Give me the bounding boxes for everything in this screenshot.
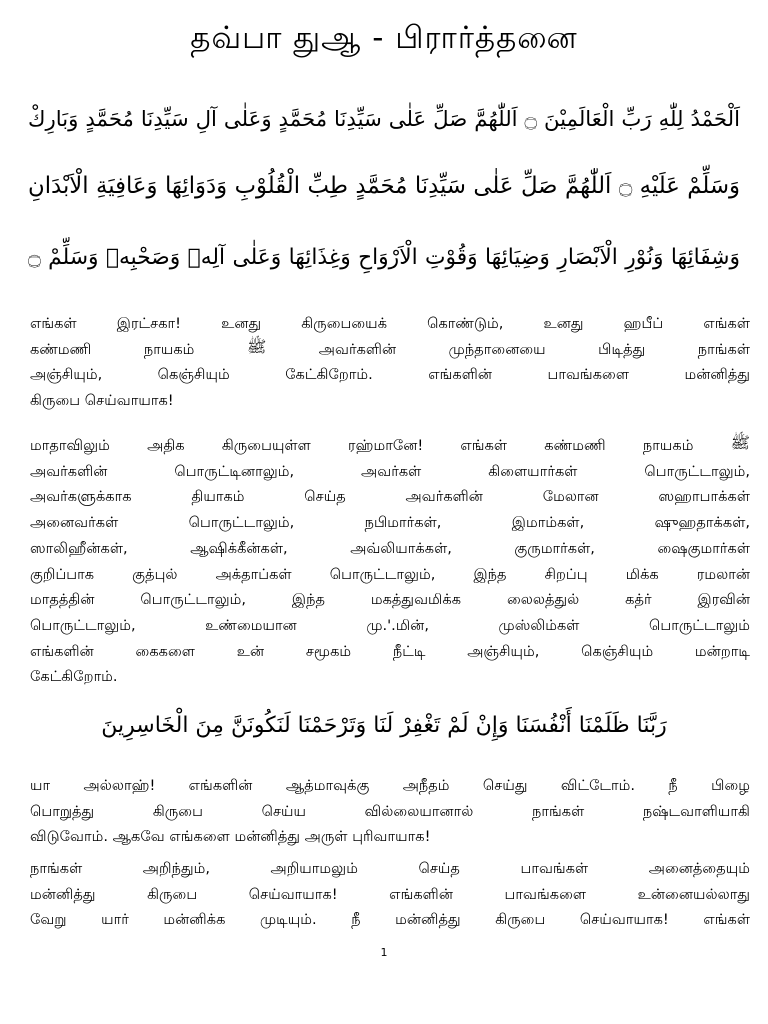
paragraph-line: பொறுத்து கிருபை செய்ய வில்லையானால் நாங்கள் நஷ்டவாளியாகி [30, 802, 750, 820]
paragraph-2 [30, 433, 750, 690]
paragraph-line [30, 337, 750, 363]
arabic-salawat-line-1: اَلْحَمْدُ لِلّٰهِ رَبِّ الْعَالَمِيْنَ ۝ اَللّٰهُمَّ صَلِّ عَلٰى سَيِّدِنَا مُحَمَّدٍ وَعَلٰى آلِ سَيِّدِنَا مُحَمَّدٍ وَبَارِكْ [28, 107, 740, 132]
salawat-symbol-icon: ﷺ [730, 433, 750, 452]
paragraph-line: நாங்கள் அறிந்தும், அறியாமலும் செய்த பாவங்கள் அனைத்தையும் [30, 860, 750, 877]
paragraph-line: பொருட்டாலும், உண்மையான மு.'.மின், முஸ்லிம்கள் பொருட்டாலும் [30, 616, 750, 634]
paragraph-line: அவர்களின் பொருட்டினாலும், அவர்கள் கிளையார்கள் பொருட்டாலும், [30, 462, 750, 480]
paragraph-3 [30, 773, 750, 850]
paragraph-line: விடுவோம். ஆகவே எங்களை மன்னித்து அருள் புரிவாயாக! [30, 828, 431, 846]
paragraph-line: எங்கள் இரட்சகா! உனது கிருபையைக் கொண்டும், உனது ஹபீப் எங்கள் [30, 315, 750, 332]
arabic-salawat-line-3: وَشِفَائِهَا وَنُوْرِ الْاَبْصَارِ وَضِيَائِهَا وَقُوْتِ الْاَرْوَاحِ وَغِذَائِهَا وَعَلٰى آلِهٖ وَصَحْبِهٖ وَسَلِّمْ ۝ [28, 245, 740, 270]
paragraph-line [30, 433, 750, 459]
paragraph-line: அனைவர்கள் பொருட்டாலும், நபிமார்கள், இமாம்கள், ஷுஹதாக்கள், [30, 514, 750, 532]
paragraph-line: கிருபை செய்வாயாக! [30, 392, 174, 410]
page-number: 1 [380, 946, 388, 959]
line-segment: கண்மணி நாயகம் [30, 340, 195, 358]
salawat-symbol-icon: ﷺ [246, 336, 267, 356]
paragraph-line: கேட்கிறோம். [30, 668, 118, 686]
paragraph-line: எங்களின் கைகளை உன் சமூகம் நீட்டி அஞ்சியும், கெஞ்சியும் மன்றாடி [30, 642, 750, 660]
paragraph-line: குறிப்பாக குத்புல் அக்தாப்கள் பொருட்டாலும், இந்த சிறப்பு மிக்க ரமலான் [30, 565, 750, 583]
paragraph-line: அஞ்சியும், கெஞ்சியும் கேட்கிறோம். எங்களின் பாவங்களை மன்னித்து [30, 366, 750, 384]
paragraph-line: வேறு யார் மன்னிக்க முடியும். நீ மன்னித்து கிருபை செய்வாயாக! எங்கள் [30, 911, 750, 929]
line-segment: மாதாவிலும் அதிக கிருபையுள்ள ரஹ்மானே! எங்கள் கண்மணி நாயகம் [30, 437, 694, 454]
paragraph-1 [30, 311, 750, 414]
paragraph-4 [30, 856, 750, 933]
paragraph-line: யா அல்லாஹ்! எங்களின் ஆத்மாவுக்கு அநீதம் செய்து விட்டோம். நீ பிழை [30, 777, 750, 794]
arabic-verse: رَبَّنَا ظَلَمْنَا أَنْفُسَنَا وَإِنْ لَمْ تَغْفِرْ لَنَا وَتَرْحَمْنَا لَنَكُونَنَّ مِنَ الْخَاسِرِينَ [101, 713, 667, 738]
paragraph-line: ஸாலிஹீன்கள், ஆஷிக்கீன்கள், அவ்லியாக்கள், குருமார்கள், ஷைகுமார்கள் [30, 539, 750, 557]
paragraph-line: அவர்களுக்காக தியாகம் செய்த அவர்களின் மேலான ஸஹாபாக்கள் [30, 488, 750, 506]
paragraph-line: மாதத்தின் பொருட்டாலும், இந்த மகத்துவமிக்க லைலத்துல் கத்ர் இரவின் [30, 591, 750, 609]
arabic-salawat-line-2: وَسَلِّمْ عَلَيْهِ ۝ اَللّٰهُمَّ صَلِّ عَلٰى سَيِّدِنَا مُحَمَّدٍ طِبِّ الْقُلُوْبِ وَدَوَائِهَا وَعَافِيَةِ الْاَبْدَانِ [28, 173, 740, 199]
line-segment: அவர்களின் முந்தானையை பிடித்து நாங்கள் [318, 340, 751, 358]
page-title: தவ்பா துஆ - பிரார்த்தனை [190, 20, 578, 56]
paragraph-line: மன்னித்து கிருபை செய்வாயாக! எங்களின் பாவங்களை உன்னையல்லாது [30, 885, 750, 903]
